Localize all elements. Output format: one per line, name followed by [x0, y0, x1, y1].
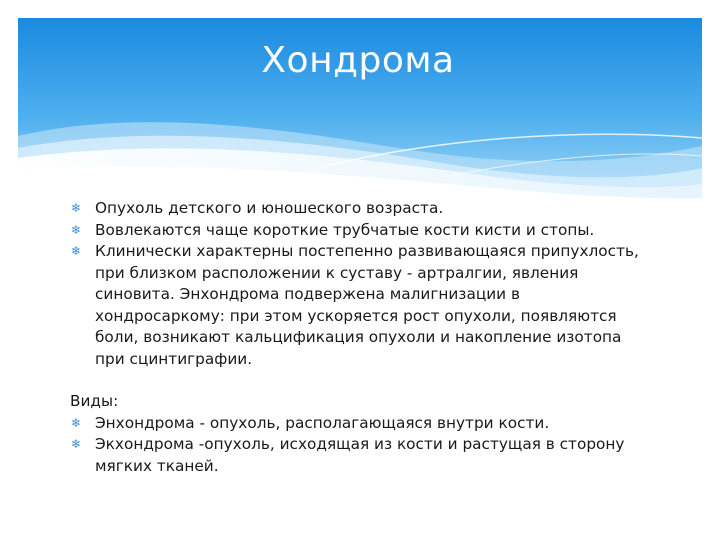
slide-body	[70, 198, 650, 477]
slide-title: Хондрома	[261, 40, 455, 81]
list-item	[70, 198, 650, 220]
list-item-text: Клинически характерны постепенно развивающаяся припухлость, при близком расположении к суставу - артралгии, явления синовита. Энхондрома подвержена малигнизации в хондросаркому: при этом ускоряется рост опухоли, появляются боли, возникают кальцификация опухоли и накопление изотопа при сцинтиграфии.	[95, 242, 639, 368]
list-item-text: Опухоль детского и юношеского возраста.	[95, 199, 444, 217]
list-item	[70, 434, 650, 477]
snowflake-icon: ❄	[71, 201, 82, 215]
list-item	[70, 220, 650, 242]
list-item	[70, 413, 650, 435]
list-item-text: Экхондрома -опухоль, исходящая из кости и растущая в сторону мягких тканей.	[95, 435, 625, 475]
types-list	[70, 413, 650, 478]
snowflake-icon: ❄	[71, 244, 82, 258]
snowflake-icon: ❄	[71, 437, 82, 451]
list-item	[70, 241, 650, 370]
types-heading: Виды:	[70, 392, 119, 410]
snowflake-icon: ❄	[71, 222, 82, 237]
list-item-text: Энхондрома - опухоль, располагающаяся внутри кости.	[95, 413, 550, 432]
symptom-list	[70, 198, 650, 370]
snowflake-icon: ❄	[71, 415, 82, 430]
list-item-text: Вовлекаются чаще короткие трубчатые кости кисти и стопы.	[95, 220, 595, 239]
